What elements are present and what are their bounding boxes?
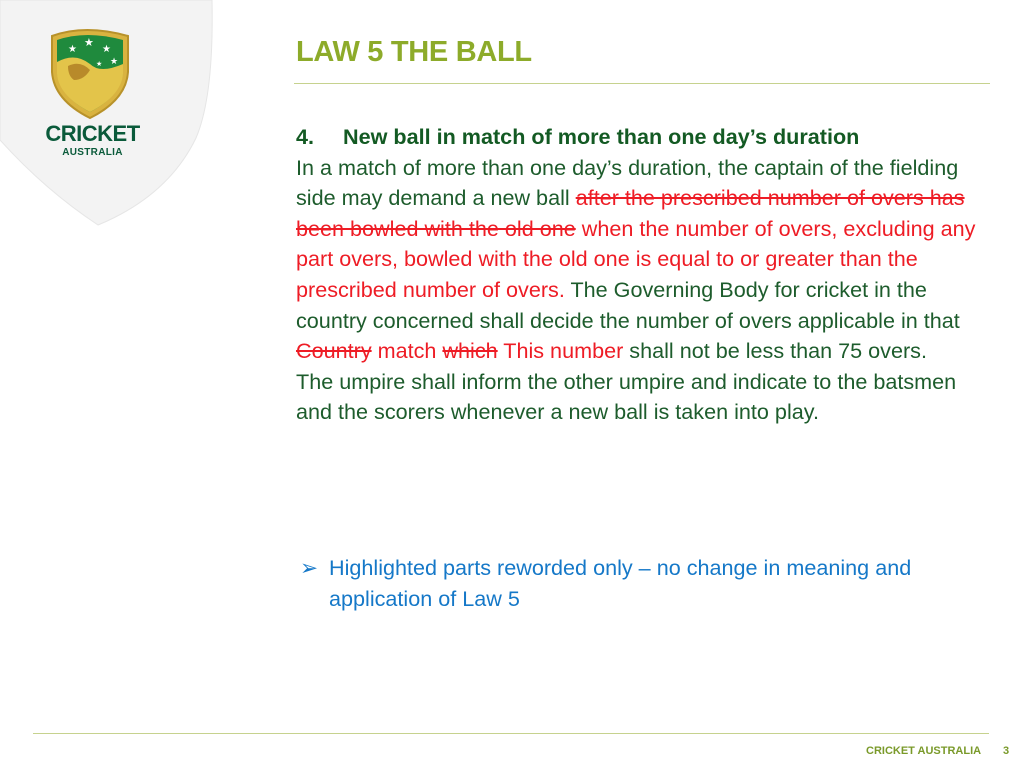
svg-text:★: ★ bbox=[68, 44, 77, 55]
text-segment: shall not be less than 75 overs. bbox=[623, 338, 927, 364]
deleted-text: after the prescribed number of overs has been bowled with the old one bbox=[296, 185, 965, 241]
section-heading bbox=[296, 122, 996, 153]
law-paragraph-2: The umpire shall inform the other umpire and indicate to the batsmen and the scorers whenever a new ball is taken into play. bbox=[296, 368, 957, 425]
deleted-text: which bbox=[442, 338, 498, 364]
note-text: Highlighted parts reworded only – no change in meaning and application of Law 5 bbox=[329, 555, 912, 611]
page-title: LAW 5 THE BALL bbox=[296, 36, 532, 68]
svg-text:★: ★ bbox=[96, 60, 103, 68]
law-body bbox=[296, 122, 996, 428]
deleted-text: Country bbox=[296, 338, 372, 364]
logo-subword: AUSTRALIA bbox=[62, 147, 123, 158]
note-bullet bbox=[300, 553, 990, 614]
inserted-text: This number bbox=[497, 338, 624, 364]
law-paragraph-1 bbox=[296, 153, 996, 367]
arrow-bullet-icon: ➢ bbox=[300, 555, 319, 580]
logo-wordmark: CRICKET bbox=[45, 121, 140, 146]
inserted-text: when the number of overs, excluding any part overs, bowled with the old one is equal to or greater than the prescribed number of overs. bbox=[296, 215, 976, 302]
text-segment: The Governing Body for cricket in the country concerned shall decide the number of overs applicable in that bbox=[296, 276, 960, 333]
section-heading-text: New ball in match of more than one day’s duration bbox=[343, 124, 860, 149]
footer-divider bbox=[33, 733, 989, 734]
inserted-text: match bbox=[371, 338, 443, 364]
svg-text:★: ★ bbox=[102, 44, 111, 55]
logo-background bbox=[0, 0, 215, 230]
svg-text:★: ★ bbox=[110, 57, 119, 67]
logo-panel bbox=[0, 0, 215, 230]
text-segment: In a match of more than one day’s duration, the captain of the fielding side may demand a new ball bbox=[296, 154, 959, 211]
svg-text:★: ★ bbox=[84, 36, 94, 49]
page-number: 3 bbox=[1003, 745, 1010, 757]
title-divider bbox=[294, 83, 990, 84]
section-number: 4. bbox=[296, 124, 315, 149]
footer-organization: CRICKET AUSTRALIA bbox=[866, 745, 982, 757]
